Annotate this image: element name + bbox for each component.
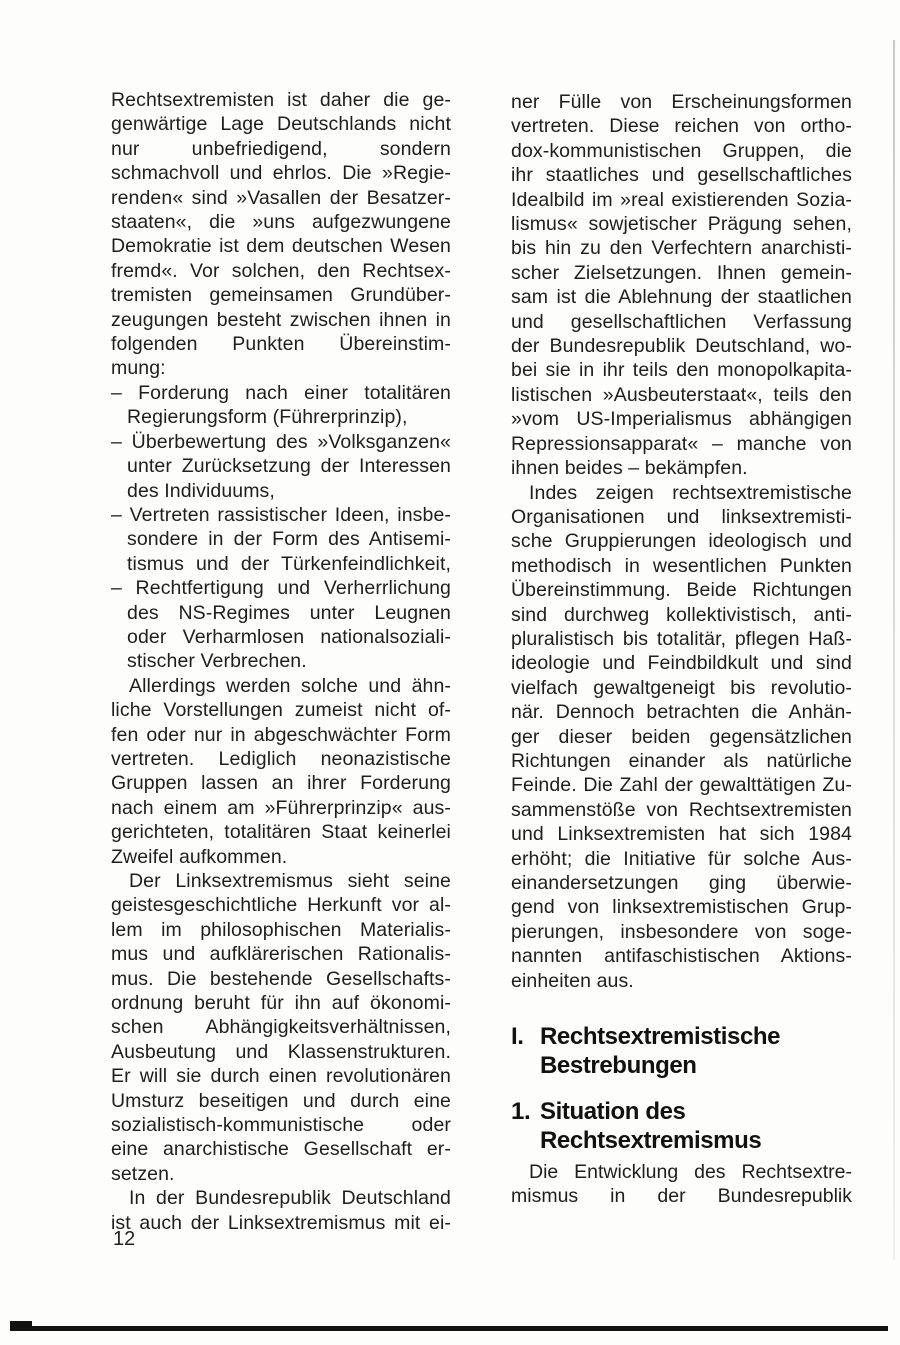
text-line: dox-kommunistischen Gruppen, die [511, 139, 852, 162]
text-line: einheiten aus. [511, 969, 634, 992]
text-line: Demokratie ist dem deutschen Wesen [111, 235, 451, 258]
text-line: Repressionsapparat« – manche von [511, 432, 852, 455]
text-line: Der Linksextremismus sieht seine [129, 870, 451, 892]
text-line: ideologie und Feindbildkult und sind [511, 652, 852, 675]
text-line: nannten antifaschistischen Aktions- [511, 945, 852, 968]
text-line: mus und aufklärerischen Rationalis- [111, 943, 451, 966]
list-item-line: stischer Verbrechen. [127, 650, 307, 673]
list-item-line: oder Verharmlosen nationalsoziali- [127, 625, 451, 648]
text-line: mismus in der Bundesrepublik [511, 1185, 852, 1208]
text-line: Gruppen lassen an ihrer Forderung [111, 772, 451, 795]
text-line: genwärtige Lage Deutschlands nicht [111, 113, 451, 136]
right-text-column [511, 90, 852, 993]
text-line: fremd«. Vor solchen, den Rechtsex- [111, 259, 451, 282]
text-line: vertreten. Lediglich neonazistische [111, 747, 451, 770]
text-line: Umsturz beseitigen und durch eine [111, 1089, 451, 1112]
list-item-line: – Vertreten rassistischer Ideen, insbe- [111, 503, 451, 526]
text-line: ordnung beruht für ihn auf ökonomi- [111, 992, 451, 1015]
text-line: geistesgeschichtliche Herkunft vor al- [111, 894, 451, 917]
text-line: Feinde. Die Zahl der gewalttätigen Zu- [511, 774, 852, 797]
text-line: pierungen, insbesondere von soge- [511, 920, 852, 943]
list-item-line: sondere in der Form des Antisemi- [127, 528, 451, 551]
text-line: Organisationen und linksextremisti- [511, 505, 852, 528]
section-heading-row [511, 1022, 780, 1051]
text-line: ner Fülle von Erscheinungsformen [511, 91, 852, 113]
text-line: setzen. [111, 1162, 175, 1185]
text-line: Er will sie durch einen revolutionären [111, 1065, 451, 1088]
text-line: mus. Die bestehende Gesellschafts- [111, 967, 451, 990]
subsection-heading [511, 1097, 761, 1155]
text-line: lismus« sowjetischer Prägung sehen, [511, 213, 852, 236]
text-line: scher Zielsetzungen. Ihnen gemein- [511, 261, 852, 284]
text-line: Allerdings werden solche und ähn- [129, 674, 451, 697]
text-line: liche Vorstellungen zumeist nicht of- [111, 699, 451, 722]
page-number: 12 [113, 1228, 136, 1250]
list-item-line: tismus und der Türkenfeindlichkeit, [127, 552, 451, 575]
text-line: när. Dennoch betrachten die Anhän- [511, 701, 852, 724]
text-line: sammenstöße von Rechtsextremisten [511, 798, 852, 821]
text-line: lem im philosophischen Materialis- [111, 918, 451, 941]
bottom-edge-rule [10, 1326, 888, 1331]
text-line: ist auch der Linksextremismus mit ei- [111, 1211, 451, 1234]
subsection-number: 1. [511, 1098, 531, 1125]
text-line: methodisch in wesentlichen Punkten [511, 554, 852, 577]
subsection-heading-row [511, 1097, 761, 1126]
list-item-line: Regierungsform (Führerprinzip), [127, 406, 408, 429]
text-line: In der Bundesrepublik Deutschland [129, 1187, 451, 1210]
text-line: ihr staatliches und gesellschaftliches [511, 164, 852, 187]
text-line: bei sie in ihr teils den monopolkapita- [511, 359, 852, 382]
text-line: Übereinstimmung. Beide Richtungen [511, 579, 852, 602]
subsection-title-line2: Rechtsextremismus [540, 1127, 762, 1154]
text-line: schmachvoll und ehrlos. Die »Regie- [111, 162, 451, 185]
text-line: folgenden Punkten Übereinstim- [111, 333, 451, 356]
text-line: und gesellschaftlichen Verfassung [511, 310, 852, 333]
subsection-title-line1: Situation des [540, 1098, 686, 1125]
text-line: ger dieser beiden gegensätzlichen [511, 725, 852, 748]
text-line: nur unbefriedigend, sondern [111, 137, 451, 160]
left-text-column [111, 88, 451, 1235]
text-line: einandersetzungen ging überwie- [511, 872, 852, 894]
text-line: nach einem am »Führerprinzip« aus- [111, 796, 451, 819]
text-line: schen Abhängigkeitsverhältnissen, [111, 1016, 451, 1039]
text-line: eine anarchistische Gesellschaft er- [111, 1138, 451, 1161]
text-line: staaten«, die »uns aufgezwungene [111, 211, 451, 234]
text-line: sam ist die Ablehnung der staatlichen [511, 286, 852, 309]
text-line: bis hin zu den Verfechtern anarchisti- [511, 237, 852, 260]
text-line: sozialistisch-kommunistische oder [111, 1114, 451, 1137]
list-item-line: des NS-Regimes unter Leugnen [127, 601, 451, 624]
text-line: gend von linksextremistischen Grup- [511, 896, 852, 919]
text-line: Rechtsextremisten ist daher die ge- [111, 89, 451, 111]
text-line: zeugungen besteht zwischen ihnen in [111, 308, 451, 331]
text-line: »vom US-Imperialismus abhängigen [511, 408, 852, 431]
list-item-line: – Rechtfertigung und Verherrlichung [111, 577, 451, 600]
text-line: ihnen beides – bekämpfen. [511, 457, 748, 480]
text-line: vielfach gewaltgeneigt bis revolutio- [511, 676, 852, 699]
text-line: tremisten gemeinsamen Grundüber- [111, 284, 451, 307]
text-line: sche Gruppierungen ideologisch und [511, 530, 852, 553]
text-line: gerichteten, totalitären Staat keinerlei [111, 821, 451, 844]
text-line: renden« sind »Vasallen der Besatzer- [111, 186, 451, 209]
text-line: Zweifel aufkommen. [111, 845, 288, 868]
text-line: Ausbeutung und Klassenstrukturen. [111, 1040, 451, 1063]
section-title-line2: Bestrebungen [540, 1052, 697, 1079]
text-line: Idealbild im »real existierenden Sozia- [511, 188, 852, 211]
text-line: erhöht; die Initiative für solche Aus- [511, 847, 852, 870]
text-line: der Bundesrepublik Deutschland, wo- [511, 335, 852, 358]
text-line: Richtungen einander als natürliche [511, 749, 852, 772]
text-line: sind durchweg kollektivistisch, anti- [511, 603, 852, 626]
text-line: Die Entwicklung des Rechtsextre- [529, 1161, 852, 1183]
subsection-body [511, 1160, 852, 1209]
text-line: vertreten. Diese reichen von ortho- [511, 115, 852, 138]
text-line: fen oder nur in abgeschwächter Form [111, 723, 451, 746]
text-line: Indes zeigen rechtsextremistische [529, 481, 852, 504]
page-edge-shadow [893, 40, 895, 1260]
list-item-line: des Individuums, [127, 479, 275, 502]
list-item-line: – Überbewertung des »Volksganzen« [111, 430, 451, 453]
list-item-line: unter Zurücksetzung der Interessen [127, 455, 451, 478]
list-item-line: – Forderung nach einer totalitären [111, 381, 451, 404]
section-heading [511, 1022, 780, 1080]
text-line: listischen »Ausbeuterstaat«, teils den [511, 383, 852, 406]
text-line: pluralistisch bis totalitär, pflegen Haß- [511, 627, 852, 650]
section-number: I. [511, 1023, 524, 1050]
text-line: mung: [111, 357, 166, 380]
text-line: und Linksextremisten hat sich 1984 [511, 823, 852, 846]
section-title-line1: Rechtsextremistische [540, 1023, 781, 1050]
